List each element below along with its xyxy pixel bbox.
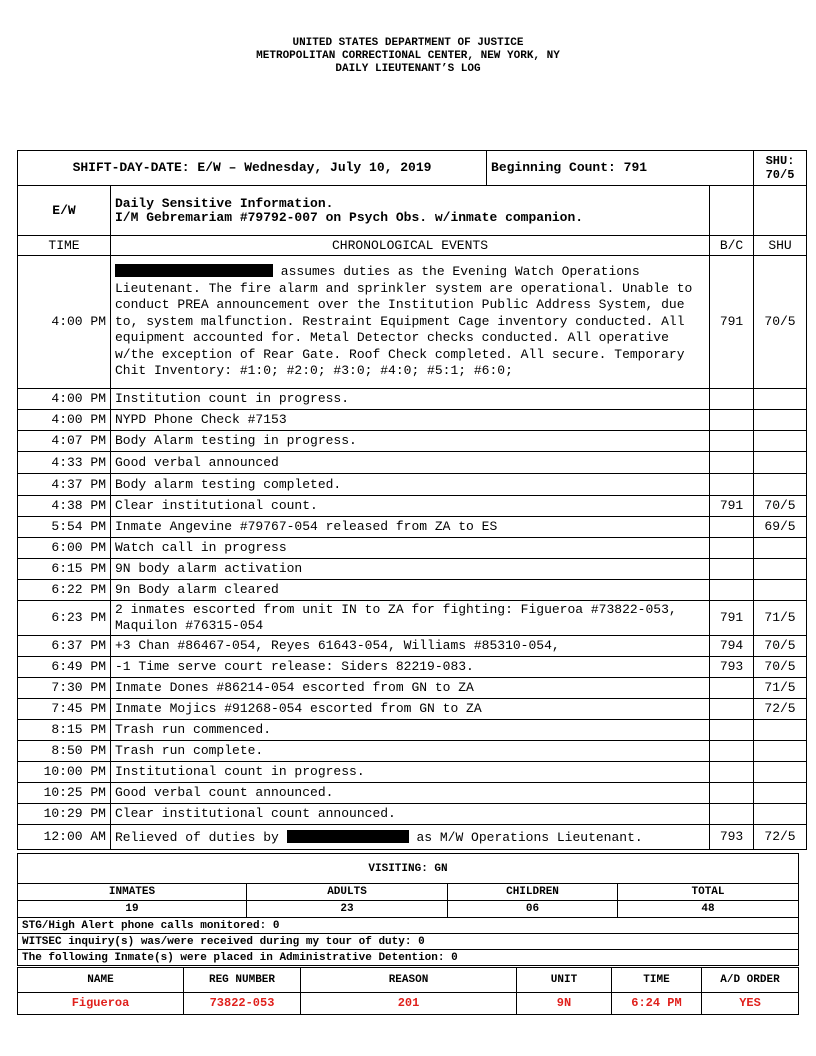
entry-time: 5:54 PM <box>18 517 111 538</box>
ad-row <box>18 993 799 1015</box>
visiting-value: 06 <box>448 901 618 918</box>
entry-time: 6:37 PM <box>18 636 111 657</box>
ad-cell: 201 <box>301 993 517 1015</box>
log-entry-row <box>18 496 807 517</box>
entry-time: 6:23 PM <box>18 601 111 636</box>
sensitive-shu-blank <box>754 186 807 236</box>
entry-event: 9N body alarm activation <box>111 559 710 580</box>
entry-shu: 70/5 <box>754 256 807 389</box>
admin-detention-table <box>17 967 799 1015</box>
entry-event: Inmate Dones #86214-054 escorted from GN to ZA <box>111 678 710 699</box>
redaction-block <box>287 830 409 843</box>
entry-event: Institution count in progress. <box>111 389 710 410</box>
entry-shu <box>754 474 807 496</box>
entry-bc <box>710 804 754 825</box>
ad-header: TIME <box>612 968 702 993</box>
visiting-header-row <box>18 884 799 901</box>
entry-shu <box>754 762 807 783</box>
ad-header: REASON <box>301 968 517 993</box>
entry-time: 10:25 PM <box>18 783 111 804</box>
header-agency: UNITED STATES DEPARTMENT OF JUSTICE <box>292 37 524 49</box>
entry-shu <box>754 720 807 741</box>
entry-bc: 791 <box>710 496 754 517</box>
col-shu-header: SHU <box>754 236 807 256</box>
log-entry-row <box>18 741 807 762</box>
entry-bc <box>710 741 754 762</box>
entry-event-text: assumes duties as the Evening Watch Operations Lieutenant. The fire alarm and sprinkler system are operational. Unable to conduct PREA announcement over the Institution Public Address System, due to, system malfunction. Restraint Equipment Cage inventory conducted. All equipment accounted for. Metal Detector checks conducted. All operative w/the exception of Rear Gate. Roof Check completed. All secure. Temporary Chit Inventory: #1:0; #2:0; #3:0; #4:0; #5:1; #6:0; <box>115 264 693 379</box>
visiting-header: TOTAL <box>618 884 799 901</box>
entry-bc <box>710 452 754 474</box>
sensitive-bc-blank <box>710 186 754 236</box>
entry-time: 7:45 PM <box>18 699 111 720</box>
ad-header: A/D ORDER <box>702 968 799 993</box>
visiting-value: 23 <box>247 901 448 918</box>
col-time-header: TIME <box>18 236 111 256</box>
entry-event: Trash run commenced. <box>111 720 710 741</box>
header-facility: METROPOLITAN CORRECTIONAL CENTER, NEW YORK, NY <box>256 50 560 62</box>
entry-bc <box>710 559 754 580</box>
col-bc-header: B/C <box>710 236 754 256</box>
entry-event: 2 inmates escorted from unit IN to ZA for fighting: Figueroa #73822-053, Maquilon #76315-054 <box>111 601 710 636</box>
entry-shu: 70/5 <box>754 636 807 657</box>
log-entry-row <box>18 389 807 410</box>
col-events-header: CHRONOLOGICAL EVENTS <box>111 236 710 256</box>
entry-event: Trash run complete. <box>111 741 710 762</box>
log-entry-row <box>18 636 807 657</box>
entry-bc: 793 <box>710 657 754 678</box>
entry-event: Body Alarm testing in progress. <box>111 431 710 452</box>
column-header-row <box>18 236 807 256</box>
visiting-title: VISITING: GN <box>18 854 799 884</box>
entry-event: Inmate Angevine #79767-054 released from ZA to ES <box>111 517 710 538</box>
entry-event: Watch call in progress <box>111 538 710 559</box>
document-header <box>0 37 816 76</box>
log-entry-row <box>18 410 807 431</box>
entry-shu <box>754 559 807 580</box>
log-entry-row <box>18 804 807 825</box>
entry-bc <box>710 580 754 601</box>
log-entry-row <box>18 678 807 699</box>
entry-bc <box>710 517 754 538</box>
entry-time: 4:00 PM <box>18 256 111 389</box>
entry-bc: 793 <box>710 825 754 850</box>
entry-shu <box>754 741 807 762</box>
beginning-count: Beginning Count: 791 <box>487 151 754 186</box>
sensitive-info-title: Daily Sensitive Information. <box>115 195 334 211</box>
ad-header-row <box>18 968 799 993</box>
entry-event: Body alarm testing completed. <box>111 474 710 496</box>
entry-bc: 791 <box>710 601 754 636</box>
entry-event: +3 Chan #86467-054, Reyes 61643-054, Williams #85310-054, <box>111 636 710 657</box>
entry-shu <box>754 538 807 559</box>
entry-bc <box>710 538 754 559</box>
visiting-values-row <box>18 901 799 918</box>
entry-time: 4:07 PM <box>18 431 111 452</box>
log-entry-row <box>18 580 807 601</box>
entry-shu <box>754 410 807 431</box>
shift-code: E/W <box>18 186 111 236</box>
entry-bc <box>710 678 754 699</box>
visiting-header: ADULTS <box>247 884 448 901</box>
entry-shu <box>754 580 807 601</box>
visiting-table <box>17 853 799 966</box>
first-log-entry <box>18 256 807 389</box>
entry-time: 4:00 PM <box>18 389 111 410</box>
log-entry-row <box>18 517 807 538</box>
entry-time: 4:33 PM <box>18 452 111 474</box>
sensitive-info-note: I/M Gebremariam #79792-007 on Psych Obs. w/inmate companion. <box>115 209 584 225</box>
entry-time: 6:22 PM <box>18 580 111 601</box>
log-entry-row <box>18 538 807 559</box>
entry-time: 10:00 PM <box>18 762 111 783</box>
ad-cell: YES <box>702 993 799 1015</box>
entry-shu: 70/5 <box>754 496 807 517</box>
entry-bc <box>710 389 754 410</box>
entry-event: Clear institutional count announced. <box>111 804 710 825</box>
log-entry-row <box>18 657 807 678</box>
entry-event-text: as M/W Operations Lieutenant. <box>408 829 643 845</box>
entry-shu: 71/5 <box>754 678 807 699</box>
shift-summary-row <box>18 151 807 186</box>
log-entry-row <box>18 559 807 580</box>
ad-header: REG NUMBER <box>184 968 301 993</box>
entry-bc <box>710 783 754 804</box>
entry-bc <box>710 699 754 720</box>
entry-event: -1 Time serve court release: Siders 82219-083. <box>111 657 710 678</box>
entry-shu <box>754 783 807 804</box>
entry-event-text: Relieved of duties by <box>115 829 287 845</box>
shu-count-cell <box>754 151 807 186</box>
entry-shu: 69/5 <box>754 517 807 538</box>
ad-cell: Figueroa <box>18 993 184 1015</box>
log-entry-row <box>18 474 807 496</box>
entry-shu <box>754 389 807 410</box>
log-entry-row <box>18 783 807 804</box>
shu-label: SHU: <box>765 154 795 168</box>
stg-note: STG/High Alert phone calls monitored: 0 <box>18 918 799 934</box>
entry-event: 9n Body alarm cleared <box>111 580 710 601</box>
log-entry-row <box>18 452 807 474</box>
entry-time: 6:49 PM <box>18 657 111 678</box>
entry-time: 6:00 PM <box>18 538 111 559</box>
log-entry-row <box>18 431 807 452</box>
log-entry-row <box>18 720 807 741</box>
entry-shu <box>754 452 807 474</box>
entry-bc <box>710 762 754 783</box>
entry-shu: 72/5 <box>754 825 807 850</box>
entry-bc <box>710 410 754 431</box>
entry-time: 4:37 PM <box>18 474 111 496</box>
shu-value: 70/5 <box>765 168 795 182</box>
log-entry-row <box>18 601 807 636</box>
log-entry-row <box>18 699 807 720</box>
entry-time: 12:00 AM <box>18 825 111 850</box>
entry-time: 4:38 PM <box>18 496 111 517</box>
ad-cell: 6:24 PM <box>612 993 702 1015</box>
entry-shu <box>754 804 807 825</box>
entry-event <box>111 256 710 389</box>
last-log-entry <box>18 825 807 850</box>
entry-event: NYPD Phone Check #7153 <box>111 410 710 431</box>
entry-shu: 71/5 <box>754 601 807 636</box>
entry-event: Good verbal announced <box>111 452 710 474</box>
entry-shu: 70/5 <box>754 657 807 678</box>
entry-bc: 794 <box>710 636 754 657</box>
ad-cell: 9N <box>517 993 612 1015</box>
ad-cell: 73822-053 <box>184 993 301 1015</box>
header-log-title: DAILY LIEUTENANT’S LOG <box>335 63 481 75</box>
entry-event: Good verbal count announced. <box>111 783 710 804</box>
entry-bc <box>710 720 754 741</box>
entry-time: 8:15 PM <box>18 720 111 741</box>
entry-event: Institutional count in progress. <box>111 762 710 783</box>
entry-shu: 72/5 <box>754 699 807 720</box>
entry-event: Clear institutional count. <box>111 496 710 517</box>
shift-day-date: SHIFT-DAY-DATE: E/W – Wednesday, July 10, 2019 <box>18 151 487 186</box>
entry-event: Inmate Mojics #91268-054 escorted from GN to ZA <box>111 699 710 720</box>
visiting-value: 48 <box>618 901 799 918</box>
redaction-block <box>115 264 273 277</box>
log-entry-row <box>18 762 807 783</box>
admin-detention-note: The following Inmate(s) were placed in Administrative Detention: 0 <box>18 950 799 966</box>
entry-shu <box>754 431 807 452</box>
visiting-value: 19 <box>18 901 247 918</box>
entry-time: 8:50 PM <box>18 741 111 762</box>
entry-time: 4:00 PM <box>18 410 111 431</box>
lieutenant-log-table <box>17 150 807 850</box>
entry-time: 7:30 PM <box>18 678 111 699</box>
entry-time: 10:29 PM <box>18 804 111 825</box>
ad-header: UNIT <box>517 968 612 993</box>
ad-header: NAME <box>18 968 184 993</box>
entry-time: 6:15 PM <box>18 559 111 580</box>
entry-bc: 791 <box>710 256 754 389</box>
entry-event <box>111 825 710 850</box>
visiting-header: INMATES <box>18 884 247 901</box>
witsec-note: WITSEC inquiry(s) was/were received during my tour of duty: 0 <box>18 934 799 950</box>
visiting-header: CHILDREN <box>448 884 618 901</box>
entry-bc <box>710 474 754 496</box>
sensitive-info-cell <box>111 186 710 236</box>
sensitive-info-row <box>18 186 807 236</box>
entry-bc <box>710 431 754 452</box>
